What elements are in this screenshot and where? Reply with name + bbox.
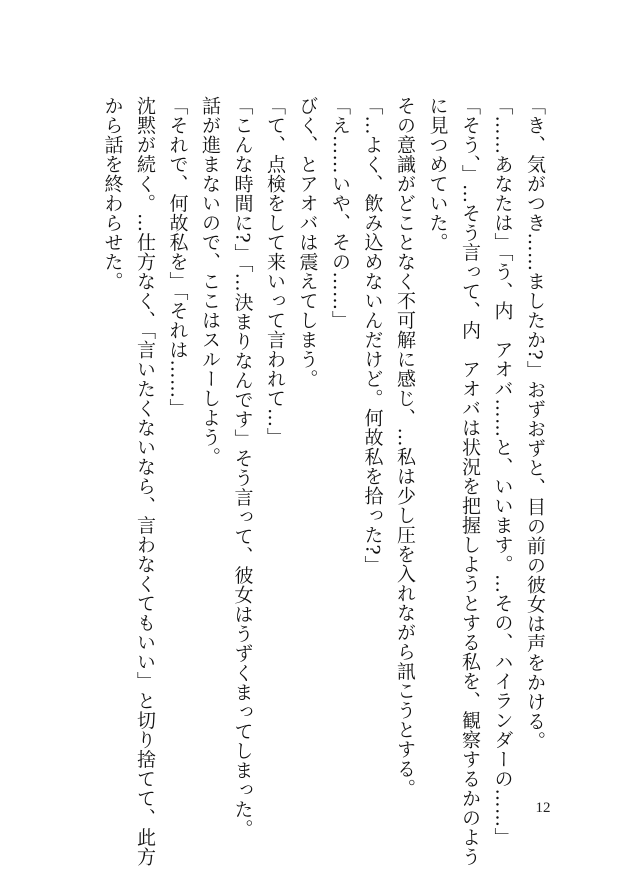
text-line-5: その意識がどことなく不可解に感じ、…私は少し圧を入れながら訊こうとする。 bbox=[394, 96, 416, 798]
text-line-13: 沈黙が続く。…仕方なく、「言いたくないなら、言わなくてもいい」と切り捨てて、此方 bbox=[134, 96, 156, 867]
text-line-7: 「え……いや、その……」 bbox=[329, 96, 351, 330]
text-line-14: から話を終わらせた。 bbox=[101, 96, 124, 291]
text-line-9: 「て、点検をして来いって言われて…」 bbox=[264, 96, 286, 447]
text-line-3: 「そう、」…そう言って、内 アオバは状況を把握しようとする私を、観察するかのよう bbox=[459, 96, 481, 867]
page-number: 12 bbox=[535, 800, 551, 816]
text-line-4: に見つめていた。 bbox=[426, 96, 449, 252]
text-line-12: 「それで、何故私を」「それは……」 bbox=[166, 96, 189, 418]
text-line-2: 「……あなたは」「う、内 アオバ……と、いいます。…その、ハイランダーの……」 bbox=[491, 96, 514, 847]
text-line-8: びく、とアオバは震えてしまう。 bbox=[296, 96, 319, 389]
text-line-10: 「こんな時間に?」「…決まりなんです」そう言って、彼女はうずくまってしまった。 bbox=[231, 96, 254, 839]
text-line-1: 「き、気がつき……ましたか?」おずおずと、目の前の彼女は声をかける。 bbox=[524, 96, 546, 751]
text-line-6: 「…よく、飲み込めないんだけど。何故私を拾った?」 bbox=[361, 96, 384, 575]
text-line-11: 話が進まないので、ここはスルーしよう。 bbox=[199, 96, 221, 467]
